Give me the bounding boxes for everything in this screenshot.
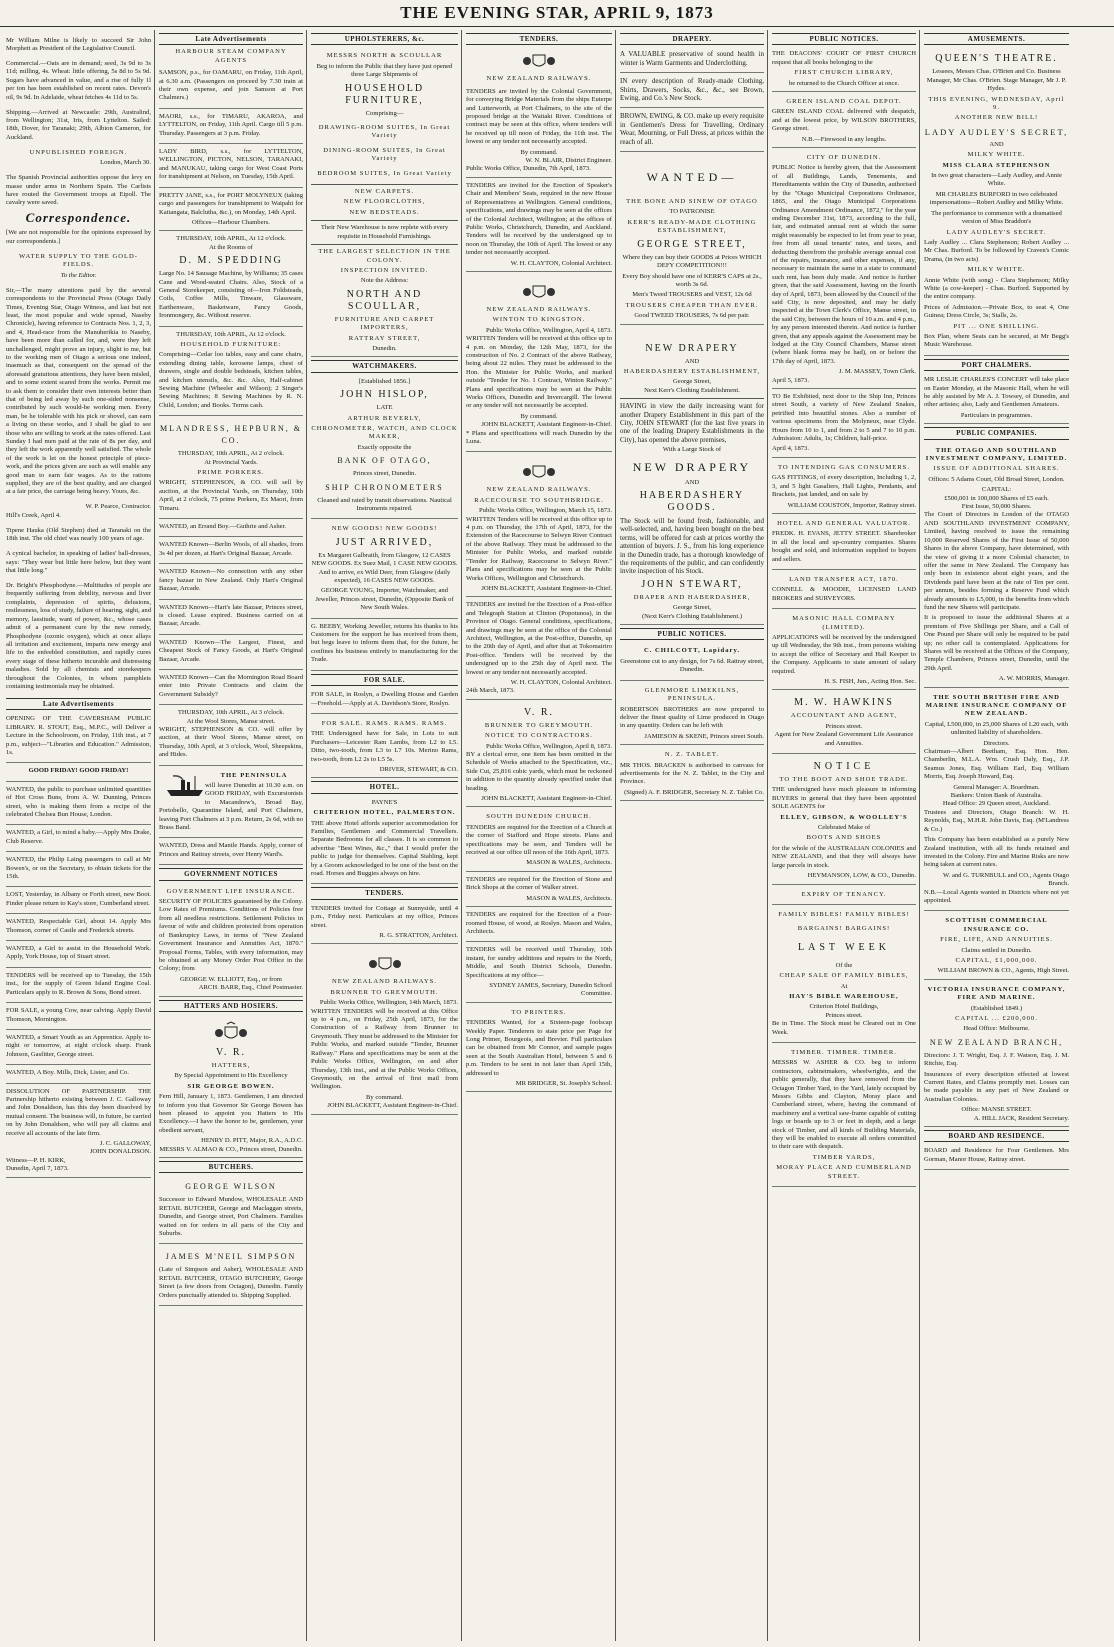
insurance-ad: VICTORIA INSURANCE COMPANY, FIRE AND MARINE. (Established 1849.) CAPITAL ... £200,000. Head Office: Melbourne. NEW ZEALAND BRANCH, Directors: J. T. Wright, Esq. J. F. Watson, Esq. J. M. Ritchie, Esq. Insurances of every description effected at lowest Current Rates, and Claims promptly met. Losses can be made payable in any part of New Zealand or Australian Colonies. Office: MANSE STREET. A. HILL JACK, Resident Secretary. <box>924 982 1069 1127</box>
section-heading: DRAPERY. <box>620 33 764 45</box>
news-para: Tipene Hauka (Old Stephen) died at Taranaki on the 18th inst. The old chief was nearly 100 years of age. <box>6 526 151 543</box>
masthead: THE EVENING STAR, APRIL 9, 1873 <box>0 0 1114 27</box>
ship-ad: LADY BIRD, s.s., for LYTTELTON, WELLINGTON, PICTON, NELSON, TARANAKI, and MANUKAU, taking cargo for West Coast Ports for transhipment at Nelson, on Tuesday, 15th April. <box>159 146 303 188</box>
boot-notice: NOTICE TO THE BOOT AND SHOE TRADE. THE undersigned have much pleasure in informing BUYERS in general that they have been appointed SOLE AGENTS for ELLEY, GIBSON, & WOOLLEY'S Celebrated Make of BOOTS AND SHOES for the whole of the AUSTRALIAN COLONIES and NEW ZEALAND, and that they will always have large parcels in stock. HEYMANSON, LOW, & CO., Dunedin. <box>772 756 916 884</box>
insurance-ad: THE SOUTH BRITISH FIRE AND MARINE INSURANCE COMPANY OF NEW ZEALAND. Capital, L500,000, in 25,000 Shares of L20 each, with unlimited liability of shareholders. Directors. Chairman—Albert Beetham, Esq. Hon. Hen. Chamberlin, M.L.A. Wm. Crush Daly, Esq., J.P. Seamus Jones, Esq. William Earl, Esq. William Morris, Esq. Joseph Howard, Esq. General Manager: A. Boardman. Bankers: Union Bank of Australia. Head Office: 29 Queen street, Auckland. Trustees and Directors, Otago Branch: W. H. Reynolds, Esq., M.H.R. John Davis, Esq. (M'Landress & Co.) This Company has been established as a purely New Zealand institution, with all its funds retained and invested in the Colony. Fire and Marine Risks are now being taken at current rates. W. and G. TURNBULL and CO., Agents Otago Branch. N.B.—Local Agents wanted in Districts where not yet appointed. <box>924 690 1069 912</box>
tender-title: NEW ZEALAND RAILWAYS. <box>486 75 592 83</box>
section-heading: PUBLIC NOTICES. <box>620 628 764 640</box>
section-heading: BUTCHERS. <box>159 1161 303 1173</box>
bible-ad: FAMILY BIBLES! FAMILY BIBLES! BARGAINS! BARGAINS! LAST WEEK Of the CHEAP SALE OF FAMILY BIBLES, At HAY'S BIBLE WAREHOUSE, Criterion Hotel Buildings, Princes street. Be in Time. The Stock must be Cleared out in One Week. <box>772 907 916 1043</box>
tenancy-ad: EXPIRY OF TENANCY. <box>772 887 916 905</box>
sale-ad: FOR SALE. RAMS. RAMS. RAMS. THE Undersigned have for Sale, in Lots to suit Purchasers—Leicester Ram Lambs, from L2 to L5. Ditto, two-tooth, from L3 to L7 10s. Merino Rams, two-tooth, from L2 2s to L5 5s. DRIVER, STEWART, & CO. <box>311 716 458 778</box>
jeweller-ad: G. BEEBY, Working Jeweller, returns his thanks to his Customers for the support he has received from them, but begs leave to inform them that, for the future, he confines his business entirely to manufacturing for the Trade. <box>311 621 458 671</box>
ad: DISSOLUTION OF PARTNERSHIP. THE Partnership hitherto existing between J. C. Galloway and John Donaldson, has this day been dissolved by mutual consent. The business will, in future, be carried on by John Donaldson, who will pay all claims and receive all accounts of the late firm. J. C. GALLOWAY, JOHN DONALDSON. Witness—P. H. KIRK, Dunedin, April 7, 1873. <box>6 1086 151 1178</box>
royal-arms-icon <box>519 280 559 302</box>
hatters-ad: V. R. HATTERS, By Special Appointment to His Excellency SIR GEORGE BOWEN. Fern Hill, January 1, 1873. Gentlemen, I am directed to inform you that Governor Sir George Bowen has been pleased to appoint you Hatters to His Excellency.—I have the honor to be, gentlemen, your obedient servant, HENRY D. PITT, Major, R.A., A.D.C. MESSRS V. ALMAO & CO., Princes street, Dunedin. <box>159 1015 303 1158</box>
theatre-ad: QUEEN'S THEATRE. Lessees, Messrs Chas. O'Brien and Co. Business Manager, Mr Chas. O'Brien. Stage Manager, Mr J. P. Hydes. THIS EVENING, WEDNESDAY, April 9. ANOTHER NEW BILL! LADY AUDLEY'S SECRET, AND MILKY WHITE. MISS CLARA STEPHENSON In two great characters—Lady Audley, and Annie White. MR CHARLES BURFORD in two celebrated impersonations—Robert Audley and Milky White. The performance to commence with a dramatised version of Miss Braddon's LADY AUDLEY'S SECRET. Lady Audley ... Clara Stephenson; Robert Audley ... Mr Chas. Burford. To be followed by Craven's Comic Drama, (in two acts) MILKY WHITE. Annie White (with song) - Clara Stephenson; Milky White (a cow-keeper) - Chas. Burford. Supported by the entire company. Prices of Admission.—Private Box, to seat 4, One Guinea; Dress Circle, 3s; Stalls, 2s. PIT ... ONE SHILLING. Box Plan, where Seats can be secured, at Mr Begg's Music Warehouse. <box>924 48 1069 355</box>
place-date: Dunedin, April 7, 1873. <box>6 1165 69 1173</box>
column-2 <box>159 30 307 1641</box>
company-ad: THE OTAGO AND SOUTHLAND INVESTMENT COMPANY, LIMITED. ISSUE OF ADDITIONAL SHARES. Offices: 5 Adams Court, Old Broad Street, London. CAPITAL: £500,001 in 100,000 Shares of £5 each. First Issue, 50,000 Shares. The Court of Directors in London of the OTAGO AND SOUTHLAND INVESTMENT COMPANY, Limited, having resolved to issue the remaining 10,000 Reserved Shares of the First Issue of 50,000 Shares in the above Company, have determined, with the view of giving it a more Colonial character, to offer the same in New Zealand. The Company has only been in existence about eight years, and the Dividends paid have been at the rate of Ten per cent. per annum, besides forming a Reserve Fund which already amounts to L5,000, in the benefits from which fund the new Shares will participate. It is proposed to issue the additional Shares at a premium of Five Shillings per Share, and a Call of One Pound per Share will only be required to be paid up; no other call is contemplated. Applications for Shares will be received at the Offices of the Company, Temple Chambers, Princes street, Dunedin, until the 29th April. A. W. MORRIS, Manager. <box>924 443 1069 688</box>
valuator-ad: HOTEL AND GENERAL VALUATOR. FREDK. H. EVANS, JETTY STREET. Sharebroker in all the local and up-country companies. Shares bought and sold, and information supplied to buyers and sellers. <box>772 516 916 570</box>
wanted-ad: WANTED, an Errand Boy.—Guthrie and Asher. <box>159 521 303 537</box>
furniture-ad: MESSRS NORTH & SCOULLAR Beg to inform the Public that they have just opened three Large Shipments of HOUSEHOLD FURNITURE, Comprising— DRAWING-ROOM SUITES, In Great Variety DINING-ROOM SUITES, In Great Variety BEDROOM SUITES, In Great Variety NEW CARPETS. NEW FLOORCLOTHS, NEW BEDSTEADS. Their New Warehouse is now replete with every requisite in Household Furnishings. THE LARGEST SELECTION IN THE COLONY. INSPECTION INVITED. Note the Address: NORTH AND SCOULLAR, FURNITURE AND CARPET IMPORTERS, RATTRAY STREET, Dunedin. <box>311 48 458 357</box>
tender-ad: SOUTH DUNEDIN CHURCH. TENDERS are required for the Erection of a Church at the corner of Stafford and Hope streets. Plans and specifications may be seen, and Tenders will be received at our office till noon of the 16th April, 1873. MASON & WALES, Architects. <box>466 809 612 871</box>
hotel-ad: PAYNE'S CRITERION HOTEL, PALMERSTON. THE above Hotel affords superior accommodation for Families, Gentlemen and Commercial Travellers. Separate Bedrooms for all classes. It is so common to advertise "Best Wines, &c.," that I would prefer the public to judge for themselves. Capital Stabling, kept by a Groom acknowledged to be one of the best on the road. Horses and Buggies always on hire. <box>311 797 458 885</box>
section-heading: FOR SALE. <box>311 674 458 686</box>
column-7 <box>924 30 1072 1641</box>
board-ad: BOARD and Residence for Four Gentlemen. Mrs Gorman, Manor House, Rattray street. <box>924 1145 1069 1170</box>
letter-body: Sir,—The many attentions paid by the several correspondents to the Provincial Press (Otago Daily Times, Evening Star, Otago Witness, and last but not least, the most popular and wide spread, Naseby Chronicle), having reference to Contracts Nos. 1, 2, 3, and 4, Head-race from the Manuherikia to Naseby, have been more than called for, and, were they left unchallenged, might prove an injury, slight to me, but to the working men of Otago a serious one indeed, inasmuch as that, consequent on the spread of the aforesaid gratuitous attentions, they have been misled, and to some extent scared from the works. Permit me to ask them to consider their own interests better than that of being led away by such one-sided nonsense, contributed by such would-be working men. Every man, be he tolerable with his pick or shovel, can earn a living on these works, and I shall be glad to see those who are willing to work at the rates offered. Last Sunday I had men paid at the rate of 8s per day, and they left the work apparently well satisfied. The whole of the work is let on the honest principle of piece-work, and the prices given are such as will enable any good man to earn fair wages. As to the rations supplied, they are of the best quality, and are charged at a fair price, the carriage being heavy. Yours, &c. <box>6 286 151 496</box>
drapery-ad: BROWN, EWING, & CO. make up every requisite in Gentlemen's Dress for Travelling, Ordinary Wear, Mourning, or Full Dress, at prices within the reach of all. <box>620 110 764 152</box>
gas-ad: TO INTENDING GAS CONSUMERS. GAS FITTINGS, of every description, Including 1, 2, 3, and 5 light Gasaliers, Hall Lights, Pendants, and Brackets, just landed, and on sale by WILLIAM COUSTON, Importer, Rattray street. <box>772 460 916 514</box>
tender-ad: TENDERS are invited for the Erection of Speaker's Chair and Members' Seats, required in the new House of Representatives at Wellington. General conditions, specifications, and drawings may be seen at the offices of the Colonial Architect, Wellington; at the offices of Public Works, Christchurch, Dunedin, and Auckland. Tenders will be received by the undersigned up to noon on Thursday, the 10th of April. The lowest or any tender not necessarily accepted. W. H. CLAYTON, Colonial Architect. <box>466 180 612 272</box>
correspondence-heading: Correspondence. <box>25 210 132 226</box>
news-para: Mr William Milne is likely to succeed Sir John Morphett as President of the Legislative Council. <box>6 36 151 52</box>
royal-arms-icon <box>519 460 559 482</box>
tablet-ad: N. Z. TABLET. MR THOS. BRACKEN is authorised to canvass for advertisements for the N. Z. Tablet, in the City and Province. (Signed) A. F. BRIDGER, Secretary N. Z. Tablet Co. <box>620 747 764 801</box>
government-notice: GOVERNMENT LIFE INSURANCE. SECURITY OF POLICIES guaranteed by the Colony. Low Rates of Premiums. Conditions of Policies free from all needless restrictions. Settlement Policies in favour of wife and children protected from operation of Bankruptcy Laws, in terms of "New Zealand Government Insurance and Annuities Act, 1870." Proposal Forms, Tables, with every information, may be obtained at any Money Order Post Office in the Colony; from GEORGE W. ELLIOTT, Esq., or from ARCH. BARR, Esq., Chief Postmaster. <box>159 884 303 997</box>
letter-place: Hill's Creek, April 4. <box>6 511 61 519</box>
butcher-ad: JAMES M'NEIL SIMPSON (Late of Simpson and Asher), WHOLESALE AND RETAIL BUTCHER, OTAGO BUTCHERY, George Street (a few doors from Octagon), Dunedin. Family Orders punctually attended to. Shipping Supplied. <box>159 1246 303 1306</box>
auctioneer-name: D. M. SPEDDING <box>179 255 283 267</box>
tender-ad: TENDERS are required for the Erection of Stone and Brick Shops at the corner of Walker street. MASON & WALES, Architects. <box>466 874 612 907</box>
wanted-ad: WANTED Known—No connection with any other fancy bazaar in New Zealand. Only Hart's Original Bazaar, Arcade. <box>159 566 303 599</box>
section-heading: HATTERS AND HOSIERS. <box>159 1000 303 1012</box>
ad: LOST, Yesterday, in Albany or Forth street, new Boot. Finder please return to Kay's store, Cumberland street. <box>6 889 151 914</box>
watchmaker-ad: [Established 1856.] JOHN HISLOP, LATE ARTHUR BEVERLY, CHRONOMETER, WATCH, AND CLOCK MAKER, Exactly opposite the BANK OF OTAGO, Princes street, Dunedin. SHIP CHRONOMETERS Cleaned and rated by transit observations. Nautical Instruments repaired. <box>311 376 458 520</box>
ad: WANTED, a Smart Youth as an Apprentice. Apply to-night or tomorrow, at eight o'clock sharp. Frank Johnson, Gasfitter, George street. <box>6 1032 151 1065</box>
section-heading: PUBLIC COMPANIES. <box>924 427 1069 439</box>
witness: Witness—P. H. KIRK, <box>6 1156 66 1164</box>
ad: TENDERS will be received up to Tuesday, the 15th inst., for the supply of Green Island Engine Coal. Particulars apply to R. Brown & Sons, Bond street. <box>6 970 151 1003</box>
tender-ad: TENDERS invited for Cottage at Sunnyside, until 4 p.m., Friday next. Particulars at my office, Princes street. R. G. STRATTON, Architect. <box>311 903 458 945</box>
column-4 <box>466 30 616 1641</box>
letter-salutation: To the Editor. <box>60 271 97 279</box>
jeweller-ad: NEW GOODS! NEW GOODS! JUST ARRIVED, Ex Margaret Galbraith, from Glasgow, 12 CASES NEW GOODS. Ex Suez Mail, 1 CASE NEW GOODS. And to arrive, ex Wild Deer, from Glasgow (daily expected), 16 CASES NEW GOODS. GEORGE YOUNG, Importer, Watchmaker, and Jeweller, Princes street, Dunedin, (Opposite Bank of New South Wales. <box>311 521 458 618</box>
insurance-ad: SCOTTISH COMMERCIAL INSURANCE CO. FIRE, LIFE, AND ANNUITIES. Claims settled in Dunedin. CAPITAL, £1,000,000. WILLIAM BROWN & CO., Agents, High Street. <box>924 913 1069 979</box>
tender-ad: NEW ZEALAND RAILWAYS. BRUNNER TO GREYMOUTH. Public Works Office, Wellington, 14th March, 1873. WRITTEN TENDERS will be received at this Office up to 4 p.m., on Friday, 25th April, 1873, for the Construction of a Railway from Brunner to Greymouth. They must be addressed to the Minister for Public Works, and marked outside "Tender, Brunner Railway." Plans and specifications may be seen at the Public Works Office, Wellington, on and after Thursday, 13th inst., and at the Public Works Offices, Greymouth, on the arrival of first mail from Wellington. By command. JOHN BLACKETT, Assistant Engineer-in-Chief. <box>311 946 458 1114</box>
offices: Offices—Harbour Chambers. <box>192 218 270 226</box>
section-title: UNPUBLISHED FOREIGN. <box>29 148 128 156</box>
ad: GOOD FRIDAY! GOOD FRIDAY! <box>6 765 151 781</box>
royal-arms-icon <box>365 952 405 974</box>
masonic-ad: MASONIC HALL COMPANY (LIMITED). APPLICATIONS will be received by the undersigned up till Wednesday, the 9th inst., from persons wishing to accept the office of Secretary and Hall Keeper to the Company. Applicants to state amount of salary required. H. S. FISH, Jun., Acting Hon. Sec. <box>772 611 916 690</box>
wanted-ad: WANTED, Dress and Mantle Hands. Apply, corner of Princes and Rattray streets, over Henry Ward's. <box>159 840 303 865</box>
limekiln-ad: GLENMORE LIMEKILNS, PENINSULA. ROBERTSON BROTHERS are now prepared to deliver the finest quality of Lime produced in Otago in any quantity. Orders can be left with JAMIESON & SKENE, Princes street South. <box>620 683 764 745</box>
tender-ad: TENDERS will be received until Thursday, 10th instant, for sundry additions and repairs to the North, Middle, and South District Schools, Dunedin. Specifications at my office— SYDNEY JAMES, Secretary, Dunedin School Committee. <box>466 944 612 1002</box>
coal-ad: GREEN ISLAND COAL DEPOT. GREEN ISLAND COAL delivered with despatch, and at the lowest price, by WILSON BROTHERS, George street. N.B.—Firewood in any lengths. <box>772 94 916 148</box>
signature: J. C. GALLOWAY, <box>99 1139 151 1147</box>
letter-title: WATER SUPPLY TO THE GOLD-FIELDS. <box>19 252 138 269</box>
wanted-ad: WANTED Known—The Largest, Finest, and Cheapest Stock of Fancy Goods, at Hart's Original Bazaar, Arcade. <box>159 637 303 670</box>
news-para: A cynical bachelor, in speaking of ladies' ball-dresses, says: "They wear but little here below, but they want that little long." <box>6 550 151 575</box>
tender-ad: NEW ZEALAND RAILWAYS. WINTON TO KINGSTON. Public Works Office, Wellington, April 4, 1873. WRITTEN Tenders will be received at this office up to 4 p.m. on Monday, the 12th May, 1873, for the construction of No. 2 Contract of the above Railway, being about 22 miles. They must be addressed to the Hon. the Minister for Public Works, and marked outside "Tender for No. 1 Contract, Winton Railway." Plans and specifications may be seen at the Public Works Offices, Dunedin and Invercargill. The lowest or any tender will not necessarily be accepted. By command. JOHN BLACKETT, Assistant Engineer-in-Chief. * Plans and specifications will reach Dunedin by the Luna. <box>466 274 612 453</box>
wanted-ad: WANTED Known—Berlin Wools, of all shades, from 3s 4d per dozen, at Hart's Original Bazaar, Arcade. <box>159 539 303 564</box>
wanted-ad: WANTED Known—Hart's late Bazaar, Princes street, is closed. Lease expired. Business carried on at Bazaar, Arcade. <box>159 602 303 635</box>
auction-ad: THURSDAY, 10th APRIL, At 12 o'clock. At the Rooms of D. M. SPEDDING Large No. 14 Sausage Machine, by Williams; 35 cases Cane and Wood-seated Chairs. Also, Stock of a General Storekeeper, consisting of—Iron Foldsteads, Coils, Coffee Mills, Tinware, Glassware, Earthenware, Basketware, Fancy Goods, Ironmongery, &c. Without reserve. <box>159 233 303 326</box>
drapery-ad: A VALUABLE preservative of sound health in winter is Warm Garments and Underclothing. <box>620 48 764 73</box>
letter-signature: W. P. Pearce, Contractor. <box>85 503 151 511</box>
tender-ad: V. R. BRUNNER TO GREYMOUTH. NOTICE TO CONTRACTORS. Public Works Office, Wellington, April 8, 1873. BY a clerical error, one item has been omitted in the Schedule of Works attached to the Specification, viz., Side Cut, 25,816 cubic yards, which must be reckoned in addition to the quantity already specified under that heading. JOHN BLACKETT, Assistant Engineer-in-Chief. <box>466 702 612 808</box>
ad: WANTED, a Girl, to mind a baby.—Apply Mrs Drake, Club Reserve. <box>6 827 151 852</box>
royal-arms-icon <box>519 49 559 71</box>
news-para: The Spanish Provincial authorities oppose the levy en masse under arms in Northern Spain. The Carlists have routed the Government troops at Eipoll. The cavalry were saved. <box>6 174 151 207</box>
column-1 <box>6 30 155 1641</box>
butcher-ad: GEORGE WILSON Successor to Edward Mundow, WHOLESALE AND RETAIL BUTCHER, George and Maclaggan streets, Dunedin, and George street, Port Chalmers. Families waited on for orders in all parts of the City and Suburbs. <box>159 1176 303 1244</box>
ad: WANTED, the public to purchase unlimited quantities of Hot Cross Buns, from A. W. Dunning, Princes street, who is making them from a recipe of the celebrated Chelsea Bun House, London. <box>6 784 151 826</box>
drapery-ad: NEW DRAPERY AND HABERDASHERY ESTABLISHMENT, George Street, Next Kerr's Clothing Establishment. HAVING in view the daily increasing want for another Drapery Establishment in this part of the City, JOHN STEWART (for the last five years in one of the leading Drapery Establishments in the City), has opened the above premises, With a Large Stock of NEW DRAPERY AND HABERDASHERY GOODS. The Stock will be found fresh, fashionable, and well-selected, and, having been bought on the best terms, will be offered for cash at prices worthy the attention of buyers. J. S., from his long experience in the Dunedin trade, has a thorough knowledge of the requirements of the public, and can confidently invite inspection of his Stock. JOHN STEWART, DRAPER AND HABERDASHER, George Street, (Next Kerr's Clothing Establishment.) <box>620 327 764 626</box>
signature: JOHN DONALDSON. <box>89 1148 151 1156</box>
tender-ad: TO PRINTERS. TENDERS Wanted, for a Sixteen-page foolscap Weekly Paper. Tenderers to state price per Page for Long Primer, Bourgeois, and Brevier. Full particulars can be obtained from Mr Connor, and sample pages seen at the South Australian Hotel, between 5 and 6 p.m. Tenders to be sent in not later than April 15th, addressed to MR BRIDGER, St. Joseph's School. <box>466 1005 612 1093</box>
steamer-icon <box>165 772 205 798</box>
editor-note: [We are not responsible for the opinions expressed by our correspondents.] <box>6 229 151 245</box>
lapidary-ad: C. CHILCOTT, Lapidary. Greenstone cut to any design, for 7s 6d. Rattray street, Dunedin. <box>620 643 764 680</box>
section-heading: WATCHMAKERS. <box>311 360 458 372</box>
section-heading: AMUSEMENTS. <box>924 33 1069 45</box>
notice-ad: THE DEACONS' COURT OF FIRST CHURCH request that all books belonging to the FIRST CHURCH LIBRARY, be returned to the Church Officer at once. <box>772 48 916 92</box>
excursion-ad: THE PENINSULA will leave Dunedin at 10.30 a.m. on GOOD FRIDAY, with Excursionists to Macandrew's, Broad Bay, Portobello, Quarantine Island, and Port Chalmers, leaving Port Chalmers at 3 p.m. Return, 2s 6d, with no Brass Band. <box>159 768 303 839</box>
section-heading: TENDERS. <box>466 33 612 45</box>
ship-ad: SAMSON, p.s., for OAMARU, on Friday, 11th April, at 6.30 a.m. (Passengers on proceed by 7.30 train at their own expense, and join Samson at Port Chalmers.) <box>159 67 303 109</box>
city-notice: CITY OF DUNEDIN. PUBLIC Notice is hereby given, that the Assessment of all Buildings, Lands, Tenements, and Hereditaments within the City of Dunedin, authorised by the "Otago Municipal Corporations Ordinance, 1865, and the Otago Municipal Corporations Ordinance Amendment Ordinance, 1872," for the year ending December 31st, 1873, according to the full, fair, and estimated annual rent at which the same might reasonably be expected to let from year to year, free from all usual tenants' rates, and taxes, and deducting therefrom the probable average annual cost of the repairs, insurance, and other expenses, if any, necessary to maintain the same in a state to command such rent, has been duly made. And notice is further given, that the said Assessment, having on the fourth day of April, 1873, been allowed by the Council of the said City, is now deposited, and may be daily inspected at the Town Clerk's Office, Manse street, in the said City, between the hours of 10 a.m. and 4 p.m., by any person interested therein. And notice is further given, that any appeals against the Assessment may be lodged at the City Council Chambers, Manse street (where blank forms may be had), on or before the 17th day of April, 1873. J. M. MASSEY, Town Clerk. April 5, 1873. <box>772 150 916 389</box>
section-heading: TENDERS. <box>311 887 458 899</box>
tender-ad: NEW ZEALAND RAILWAYS. RACECOURSE TO SOUTHBRIDGE. Public Works Office, Wellington, March 15, 1873. WRITTEN Tenders will be received at this office up to 4 p.m. on Thursday, the 17th of April, 1873, for the Extension of the Racecourse to Selwyn River Contract of the above Railway. They must be addressed to the Minister for Public Works, and marked outside "Tender for Railway, Racecourse to Selwyn River." Plans and specifications may be seen at the Public Works Offices, Wellington and Christchurch. JOHN BLACKETT, Assistant Engineer-in-Chief. <box>466 454 612 597</box>
ad: WANTED, A Boy. Mills, Dick, Lister, and Co. <box>6 1067 151 1083</box>
concert-ad: MR LESLIE CHARLES'S CONCERT will take place on Easter Monday, at the Masonic Hall, when he will be ably assisted by Mr A. J. Towsey, of Dunedin, and other artistes; also, Lady and Gentlemen Amateurs. Particulars in programmes. <box>924 374 1069 424</box>
ad: OPENING OF THE CAVERSHAM PUBLIC LIBRARY. R. STOUT, Esq., M.P.C., will Deliver a Lecture in the Schoolroom, on Friday, 11th inst., at 7 p.m., subject—"Libraries and Education." Admission, 1s. <box>6 713 151 763</box>
section-heading: BOARD AND RESIDENCE. <box>924 1130 1069 1142</box>
ad: WANTED, Respectable Girl, about 14. Apply Mrs Thomson, corner of Castle and Frederick streets. <box>6 916 151 941</box>
column-6 <box>772 30 920 1641</box>
section-heading: UPHOLSTERERS, &c. <box>311 33 458 45</box>
tender-ad: TENDERS are invited by the Colonial Government, for conveying Bridge Materials from the ships Euterpe and Lutterworth, at Port Chalmers, to the site of the proposed bridge at the Waitaki River. Conditions of contract may be seen at this office, where tenders will be received up till noon of Friday, the 11th inst. The lowest or any tender not necessarily accepted. By command. W. N. BLAIR, District Engineer. Public Works Office, Dunedin, 7th April, 1873. <box>466 86 612 178</box>
wanted-ad: WANTED Known—Can the Mornington Road Board enter into Private Contracts and claim the Government Subsidy? <box>159 672 303 705</box>
dateline: London, March 30. <box>100 159 151 167</box>
ship-ad: PRETTY JANE, s.s., for PORT MOLYNEUX (taking cargo and passengers for transhipment to Waipahi for Kaitangata, Balclutha, &c.), on Monday, 14th April. Offices—Harbour Chambers. <box>159 190 303 232</box>
section-heading: PUBLIC NOTICES. <box>772 33 916 45</box>
ship-ad: MAORI, s.s., for TIMARU, AKAROA, and LYTTELTON, on Friday, 11th April. Cargo till 5 p.m. Thursday. Passengers at 3 p.m. Friday. <box>159 111 303 144</box>
ad: FOR SALE, a young Cow, near calving. Apply David Thomson, Mornington. <box>6 1005 151 1030</box>
auction-ad: THURSDAY, 10th APRIL, At 12 o'clock. HOUSEHOLD FURNITURE: Comprising—Cedar loo tables, easy and cane chairs, extending dining table, kerosene lamps, chest of drawers, single and double bedsteads, kitchen tables, and kitchen utensils, &c. &c. Also, Half-cabinet Sewing Machine (Wheeler and Wilson); 2 Singer's Sewing Machines; 8 Sewing Machines by R. N. Child, London; and Books. Terms cash. <box>159 329 303 417</box>
column-3 <box>311 30 462 1641</box>
tender-ad: TENDERS are required for the Erection of a Four-roomed House, of wood, at Roslyn. Mason and Wales, Architects. <box>466 909 612 942</box>
section-title: HARBOUR STEAM COMPANY AGENTS <box>175 48 287 64</box>
tender-ad: TENDERS are invited for the Erection of a Post-office and Telegraph Station at Clinton (Popotunoa), in the Province of Otago. General conditions, specifications, and drawings may be seen at the office of the Colonial Architect, Wellington, at the Post-office, Dunedin, up to the 20th day of April, and after that at Tokomairiro Post-office. Tenders will be received by the undersigned up to the 25th day of April next. The lowest or any tender not necessarily accepted. W. H. CLAYTON, Colonial Architect. 24th March, 1873. <box>466 599 612 699</box>
ad: WANTED, a Girl to assist in the Household Work. Apply, York House, top of Stuart street. <box>6 943 151 968</box>
late-ads-heading: Late Advertisements <box>159 33 303 45</box>
section-heading: PORT CHALMERS. <box>924 359 1069 371</box>
royal-arms-icon <box>211 1021 251 1043</box>
late-ads-heading: Late Advertisements <box>6 698 151 710</box>
sale-ad: FOR SALE, in Roslyn, a Dwelling House and Garden—Freehold.—Apply at A. Davidson's Store, Roslyn. <box>311 689 458 714</box>
news-para: Commercial.—Oats are in demand; seed, 3s 9d to 3s 11d; milling, 4s. Wheat: little offering, 5s 8d to 5s 9d. Sugars have advanced in value, and a rise of fully 1l per ton has been established on recent rates. Devon's oil, 9s 9d. In Adelaide, wheat fetches 4s 11d to 5s. <box>6 60 151 101</box>
ad: WANTED, the Philip Laing passengers to call at Mr Bowen's, or on the Secretary, to obtain tickets for the 15th. <box>6 854 151 887</box>
accountant-ad: M. W. HAWKINS ACCOUNTANT AND AGENT, Princes street. Agent for New Zealand Government Life Assurance and Annuities. <box>772 692 916 754</box>
news-para: Dr. Bright's Phosphodyne.—Multitudes of people are frequently suffering from debility, nervous and liver complaints, depression of spirits, delusions, restlessness, loss of study, failure of hearing, sight, and memory, lassitude, want of power, &c., whose cases admit of a permanent cure by the new remedy, Phosphodyne (ozonic oxygen), which at once allays all irritation and excitement, imparts new energy and life to the enfeebled constitution, and rapidly cures every stage of these hitherto incurable and distressing maladies. Sold by all chemists and storekeepers throughout the Colonies, in whom pamphlets containing testimonials may be obtained. <box>6 582 151 690</box>
clothing-ad: WANTED— THE BONE AND SINEW OF OTAGO TO PATRONISE KERR'S READY-MADE CLOTHING ESTABLISHMENT, GEORGE STREET, Where they can buy their GOODS at Prices WHICH DEFY COMPETITION!!! Every Boy should have one of KERR'S CAPS at 2s., worth 3s 6d. Men's Tweed TROUSERS and VEST, 12s 6d TROUSERS CHEAPER THAN EVER. Good TWEED TROUSERS, 7s 6d per pair. <box>620 154 764 324</box>
timber-ad: TIMBER. TIMBER. TIMBER. MESSRS W. ASHER & CO. beg to inform contractors, cabinetmakers, wheelwrights, and the public generally, that they have removed from the Octagon Timber Yard, to the Yard, lately occupied by Messrs Gibbs and Clayton, Moray place and Cumberland street, where, having the command of machinery and a vertical saw-frame capable of cutting logs or boards up to 3 or feet in depth, and a large stock of Timber, and all kinds of Building Materials, they will be enabled to execute all orders committed to their care with despatch. TIMBER YARDS, MORAY PLACE AND CUMBERLAND STREET. <box>772 1045 916 1187</box>
section-heading: HOTEL. <box>311 781 458 793</box>
auction-ad: THURSDAY, 10th APRIL, At 3 o'clock. At the Wool Stores, Manse street. WRIGHT, STEPHENSON & CO. will offer by auction, at their Wool Stores, Manse street, on Thursday, 10th April, at 3 o'clock, Wool, Sheepskins, and Hides. <box>159 707 303 765</box>
auction-ad: MLANDRESS, HEPBURN, & CO. THURSDAY, 10th APRIL, At 2 o'clock. At Provincial Yards. PRIME PORKERS. WRIGHT, STEPHENSON, & CO. will sell by auction, at the Provincial Yards, on Thursday, 10th April, at 2 o'clock, 75 prime Porkers, Ex Maori, from Timaru. <box>159 418 303 519</box>
column-5 <box>620 30 768 1641</box>
land-ad: LAND TRANSFER ACT, 1870. CONNELL & MOODIE, LICENSED LAND BROKERS and SURVEYORS. <box>772 572 916 609</box>
columns <box>6 30 1108 1641</box>
exhibition-ad: TO Be Exhibited, next door to the Ship Inn, Princes street South, a variety of New Zealand Snakes, petrified into beautiful stones. Also a number of various specimens from the Molyneux, near Clyde. Hours from 10 to 1, and from 2 to 5 and 7 to 10 p.m. Admission: Adults, 1s; Children, half-price. April 4, 1873. <box>772 391 916 458</box>
section-heading: GOVERNMENT NOTICES <box>159 868 303 880</box>
drapery-ad: IN every description of Ready-made Clothing, Shirts, Drawers, Socks, &c., &c., see Brown, Ewing, and Co.'s New Stock. <box>620 75 764 108</box>
news-para: Shipping.—Arrived at Newcastle: 29th, Australind, from Wellington; 31st, Iris, from Lyttelton. Sailed: 18th, Dover, for Taranaki; 29th, Albion Cameron, for Auckland. <box>6 108 151 141</box>
